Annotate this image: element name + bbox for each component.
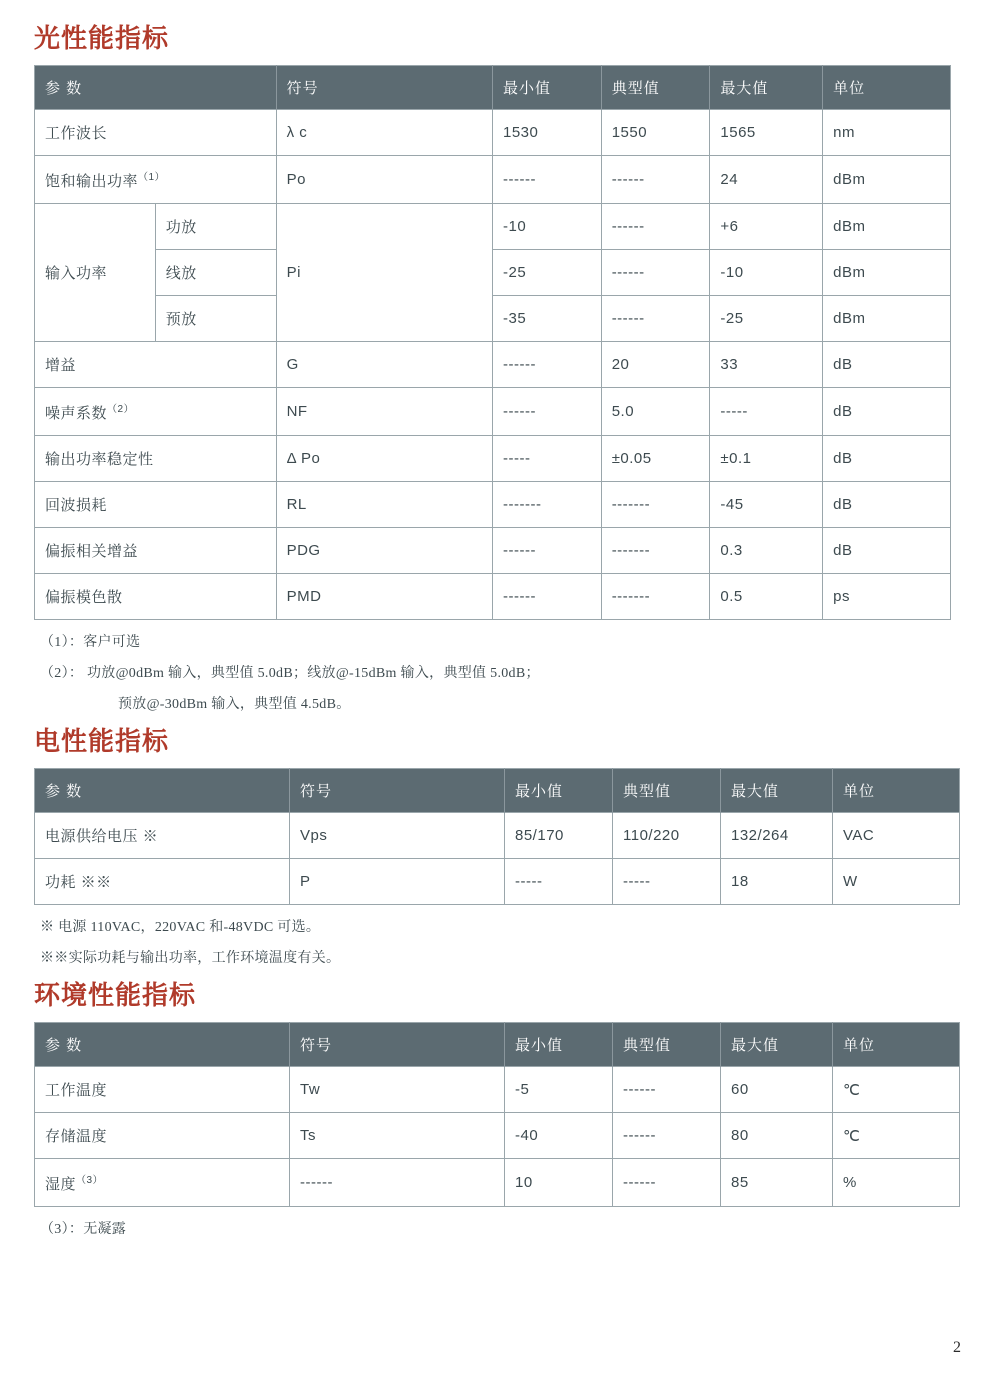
cell-max: +6 xyxy=(710,204,823,250)
section-title-optical: 光性能指标 xyxy=(34,23,170,53)
cell-param xyxy=(35,1159,290,1207)
electrical-spec-table xyxy=(34,768,960,905)
cell-typ: ------ xyxy=(613,1159,721,1207)
electrical-notes xyxy=(34,916,949,967)
cell-typ: ±0.05 xyxy=(601,436,710,482)
cell-typ: ------ xyxy=(613,1113,721,1159)
cell-param-sub: 功放 xyxy=(155,204,276,250)
cell-min: -25 xyxy=(492,250,601,296)
cell-symbol: PDG xyxy=(276,528,492,574)
cell-typ: ----- xyxy=(613,859,721,905)
cell-param: 输入功率 xyxy=(35,204,156,342)
table-row xyxy=(35,1067,960,1113)
cell-symbol: Δ Po xyxy=(276,436,492,482)
cell-param: 工作温度 xyxy=(35,1067,290,1113)
cell-min: -40 xyxy=(505,1113,613,1159)
cell-max: 18 xyxy=(721,859,833,905)
cell-max: 1565 xyxy=(710,110,823,156)
cell-typ: 20 xyxy=(601,342,710,388)
table-row xyxy=(35,574,951,620)
cell-symbol: Po xyxy=(276,156,492,204)
cell-min: 85/170 xyxy=(505,813,613,859)
table-row xyxy=(35,813,960,859)
cell-typ: ------- xyxy=(601,574,710,620)
footnote: 预放@-30dBm 输入，典型值 4.5dB。 xyxy=(118,697,351,712)
cell-typ: ------ xyxy=(601,156,710,204)
cell-symbol: Pi xyxy=(276,204,492,342)
table-header-row xyxy=(35,769,960,813)
footnote: ※ 电源 110VAC，220VAC 和-48VDC 可选。 xyxy=(40,920,321,935)
cell-unit: VAC xyxy=(833,813,960,859)
cell-unit: dBm xyxy=(823,296,951,342)
column-header-unit: 单位 xyxy=(823,66,951,110)
cell-param xyxy=(35,156,277,204)
cell-min: ------ xyxy=(492,156,601,204)
cell-symbol: ------ xyxy=(290,1159,505,1207)
cell-symbol: Tw xyxy=(290,1067,505,1113)
section-title-environment: 环境性能指标 xyxy=(34,980,197,1010)
cell-min: 1530 xyxy=(492,110,601,156)
column-header-typ: 典型值 xyxy=(613,769,721,813)
table-row xyxy=(35,859,960,905)
cell-param-sub: 预放 xyxy=(155,296,276,342)
cell-min: -10 xyxy=(492,204,601,250)
cell-param: 偏振相关增益 xyxy=(35,528,277,574)
cell-max: ----- xyxy=(710,388,823,436)
cell-max: -25 xyxy=(710,296,823,342)
column-header-typ: 典型值 xyxy=(613,1023,721,1067)
cell-typ: ------- xyxy=(601,482,710,528)
column-header-symbol: 符号 xyxy=(290,769,505,813)
cell-param: 输出功率稳定性 xyxy=(35,436,277,482)
environment-spec-table xyxy=(34,1022,960,1207)
cell-param: 电源供给电压 ※ xyxy=(35,813,290,859)
cell-typ: 5.0 xyxy=(601,388,710,436)
cell-typ: ------- xyxy=(601,528,710,574)
cell-max: -45 xyxy=(710,482,823,528)
cell-max: 60 xyxy=(721,1067,833,1113)
table-row xyxy=(35,156,951,204)
footnote: ※※实际功耗与输出功率，工作环境温度有关。 xyxy=(40,951,341,966)
cell-min: ------ xyxy=(492,574,601,620)
cell-min: -35 xyxy=(492,296,601,342)
cell-param: 存储温度 xyxy=(35,1113,290,1159)
column-header-unit: 单位 xyxy=(833,769,960,813)
page-number: 2 xyxy=(953,1339,961,1356)
cell-unit: W xyxy=(833,859,960,905)
environment-notes xyxy=(34,1218,949,1238)
cell-symbol: Vps xyxy=(290,813,505,859)
cell-param-footnote: （2） xyxy=(107,404,135,415)
column-header-min: 最小值 xyxy=(505,1023,613,1067)
cell-symbol: λ c xyxy=(276,110,492,156)
cell-max: 0.3 xyxy=(710,528,823,574)
cell-unit: ps xyxy=(823,574,951,620)
cell-unit: dB xyxy=(823,482,951,528)
cell-unit: dB xyxy=(823,436,951,482)
cell-param: 回波损耗 xyxy=(35,482,277,528)
cell-param xyxy=(35,388,277,436)
table-row xyxy=(35,296,951,342)
table-row xyxy=(35,250,951,296)
column-header-min: 最小值 xyxy=(492,66,601,110)
cell-param-footnote: （1） xyxy=(138,172,166,183)
column-header-max: 最大值 xyxy=(721,769,833,813)
cell-min: ------ xyxy=(492,528,601,574)
cell-unit: ℃ xyxy=(833,1113,960,1159)
cell-unit: dB xyxy=(823,342,951,388)
cell-param-text: 饱和输出功率 xyxy=(45,173,139,190)
cell-unit: ℃ xyxy=(833,1067,960,1113)
cell-min: ------- xyxy=(492,482,601,528)
cell-unit: dBm xyxy=(823,250,951,296)
cell-param: 功耗 ※※ xyxy=(35,859,290,905)
cell-typ: 110/220 xyxy=(613,813,721,859)
cell-param: 偏振模色散 xyxy=(35,574,277,620)
table-header-row xyxy=(35,1023,960,1067)
cell-min: ------ xyxy=(492,342,601,388)
cell-param: 工作波长 xyxy=(35,110,277,156)
column-header-param: 参 数 xyxy=(35,769,290,813)
cell-typ: 1550 xyxy=(601,110,710,156)
section-title-electrical: 电性能指标 xyxy=(34,726,170,756)
table-row xyxy=(35,110,951,156)
column-header-symbol: 符号 xyxy=(290,1023,505,1067)
cell-min: ----- xyxy=(492,436,601,482)
cell-symbol: Ts xyxy=(290,1113,505,1159)
column-header-unit: 单位 xyxy=(833,1023,960,1067)
cell-min: ----- xyxy=(505,859,613,905)
table-header-row xyxy=(35,66,951,110)
cell-typ: ------ xyxy=(613,1067,721,1113)
cell-symbol: P xyxy=(290,859,505,905)
cell-typ: ------ xyxy=(601,296,710,342)
cell-param: 增益 xyxy=(35,342,277,388)
cell-symbol: RL xyxy=(276,482,492,528)
footnote: （2）： 功放@0dBm 输入，典型值 5.0dB；线放@-15dBm 输入，典型值 5.0dB； xyxy=(40,666,540,681)
table-row xyxy=(35,482,951,528)
optical-notes xyxy=(34,631,949,713)
cell-unit: % xyxy=(833,1159,960,1207)
cell-param-text: 湿度 xyxy=(45,1176,77,1193)
column-header-symbol: 符号 xyxy=(276,66,492,110)
cell-max: 24 xyxy=(710,156,823,204)
cell-max: ±0.1 xyxy=(710,436,823,482)
cell-min: ------ xyxy=(492,388,601,436)
cell-unit: nm xyxy=(823,110,951,156)
cell-symbol: G xyxy=(276,342,492,388)
cell-max: 33 xyxy=(710,342,823,388)
footnote: （1）：客户可选 xyxy=(40,635,141,650)
table-row xyxy=(35,436,951,482)
table-row xyxy=(35,342,951,388)
footnote: （3）：无凝露 xyxy=(40,1222,127,1237)
cell-param-text: 噪声系数 xyxy=(45,405,108,422)
cell-unit: dBm xyxy=(823,204,951,250)
cell-param-sub: 线放 xyxy=(155,250,276,296)
cell-unit: dBm xyxy=(823,156,951,204)
column-header-max: 最大值 xyxy=(721,1023,833,1067)
cell-max: 85 xyxy=(721,1159,833,1207)
cell-typ: ------ xyxy=(601,250,710,296)
cell-max: 80 xyxy=(721,1113,833,1159)
cell-min: -5 xyxy=(505,1067,613,1113)
table-row xyxy=(35,1113,960,1159)
cell-min: 10 xyxy=(505,1159,613,1207)
cell-max: -10 xyxy=(710,250,823,296)
column-header-param: 参 数 xyxy=(35,66,277,110)
cell-unit: dB xyxy=(823,388,951,436)
cell-param-footnote: （3） xyxy=(76,1175,104,1186)
column-header-param: 参 数 xyxy=(35,1023,290,1067)
table-row xyxy=(35,1159,960,1207)
cell-symbol: PMD xyxy=(276,574,492,620)
optical-spec-table xyxy=(34,65,951,620)
table-row xyxy=(35,528,951,574)
cell-typ: ------ xyxy=(601,204,710,250)
cell-max: 132/264 xyxy=(721,813,833,859)
cell-unit: dB xyxy=(823,528,951,574)
cell-symbol: NF xyxy=(276,388,492,436)
table-row xyxy=(35,204,951,250)
cell-max: 0.5 xyxy=(710,574,823,620)
column-header-min: 最小值 xyxy=(505,769,613,813)
column-header-typ: 典型值 xyxy=(601,66,710,110)
table-row xyxy=(35,388,951,436)
column-header-max: 最大值 xyxy=(710,66,823,110)
